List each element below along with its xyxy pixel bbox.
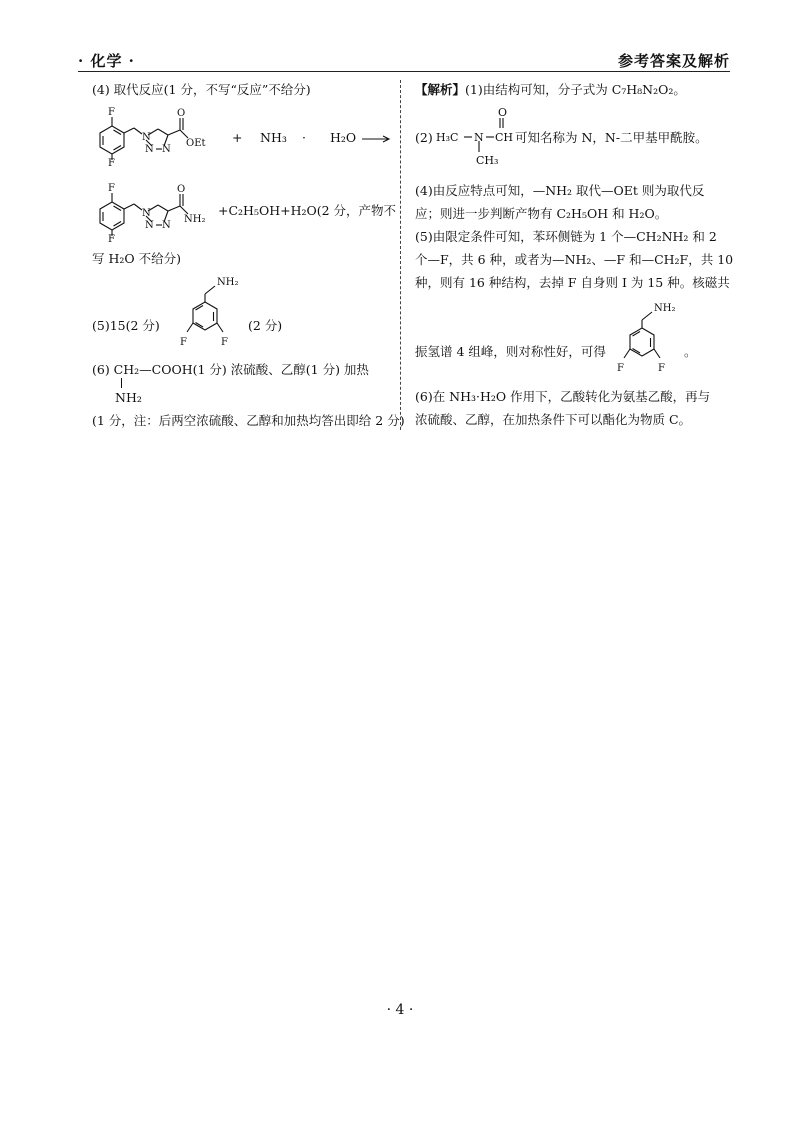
n-label: N xyxy=(142,132,151,143)
oet-label: OEt xyxy=(186,138,206,149)
answer-6-line1: (6)在 NH₃·H₂O 作用下，乙酸转化为氨基乙酸，再与 xyxy=(415,389,711,404)
f-label: F xyxy=(108,183,115,194)
q4-eq2-suffix: +C₂H₅OH+H₂O(2 分，产物不 xyxy=(218,203,397,218)
product-amide-structure xyxy=(88,180,228,242)
ch-label: CH xyxy=(495,131,514,144)
reactant-ester-structure xyxy=(88,104,238,166)
answer-5-structure xyxy=(612,296,684,378)
answer-1: (1)由结构可知，分子式为 C₇H₈N₂O₂。 xyxy=(465,82,686,97)
answer-5-end: 。 xyxy=(684,344,697,359)
q6-bond xyxy=(121,378,123,388)
answer-6-line2: 浓硫酸、乙醇，在加热条件下可以酯化为物质 C。 xyxy=(415,412,692,427)
page-number: · 4 · xyxy=(386,1002,414,1018)
q6-line: (6) CH₂—COOH(1 分) 浓硫酸、乙醇(1 分) 加热 xyxy=(92,362,369,377)
o-label: O xyxy=(498,106,508,119)
answer-5-line2: 个—F，共 6 种，或者为—NH₂、—F 和—CH₂F，共 10 xyxy=(415,252,734,267)
answer-5-line3: 种，则有 16 种结构，去掉 F 自身则 I 为 15 种。核磁共 xyxy=(415,275,730,290)
o-label: O xyxy=(177,184,186,195)
n-label: N xyxy=(145,220,154,231)
answer-2-suffix: 可知名称为 N，N-二甲基甲酰胺。 xyxy=(515,130,708,145)
header-rule xyxy=(78,71,730,72)
n-label: N xyxy=(474,131,484,144)
section-title: 参考答案及解析 xyxy=(617,52,730,70)
f-label: F xyxy=(221,337,228,348)
dot-sign: · xyxy=(302,130,306,145)
plus-sign: + xyxy=(232,130,243,145)
n-label: N xyxy=(162,144,171,155)
n-label: N xyxy=(145,144,154,155)
h3c-label: H₃C xyxy=(436,131,459,144)
answer-5-line1: (5)由限定条件可知，苯环侧链为 1 个—CH₂NH₂ 和 2 xyxy=(415,229,717,244)
ch3-label: CH₃ xyxy=(476,154,499,167)
page-header xyxy=(78,50,730,72)
n-label: N xyxy=(142,208,151,219)
f-label: F xyxy=(617,363,624,374)
n-label: N xyxy=(162,220,171,231)
dmf-structure xyxy=(436,106,516,172)
answer-2-prefix: (2) xyxy=(415,130,433,145)
f-label: F xyxy=(108,234,115,242)
q4-eq2-cont: 写 H₂O 不给分) xyxy=(92,251,181,266)
q6-note: (1 分，注：后两空浓硫酸、乙醇和加热均答出即给 2 分) xyxy=(92,413,405,428)
f-label: F xyxy=(180,337,187,348)
f-label: F xyxy=(658,363,665,374)
f-label: F xyxy=(108,158,115,166)
ammonia: NH₃ xyxy=(260,130,287,145)
nh2-label: NH₂ xyxy=(654,303,676,314)
nh2-label: NH₂ xyxy=(217,277,239,288)
f-label: F xyxy=(108,107,115,118)
q5-benzylamine-structure xyxy=(175,270,247,352)
nh2-label: NH₂ xyxy=(184,214,206,225)
analysis-tag: 【解析】 xyxy=(415,82,466,97)
reaction-arrow xyxy=(362,134,392,144)
q5-label: (5)15(2 分) xyxy=(92,318,160,333)
water: H₂O xyxy=(330,130,357,145)
answer-4-line1: (4)由反应特点可知，—NH₂ 取代—OEt 则为取代反 xyxy=(415,183,705,198)
column-divider xyxy=(400,80,401,430)
subject-title: · 化学 · xyxy=(78,52,135,70)
o-label: O xyxy=(177,108,186,119)
answer-4-line2: 应；则进一步判断产物有 C₂H₅OH 和 H₂O。 xyxy=(415,206,668,221)
q4-title: (4) 取代反应(1 分，不写“反应”不给分) xyxy=(92,82,311,97)
q5-score: (2 分) xyxy=(248,318,283,333)
answer-5-line4: 振氢谱 4 组峰，则对称性好，可得 xyxy=(415,344,606,359)
q6-nh2: NH₂ xyxy=(115,390,142,405)
